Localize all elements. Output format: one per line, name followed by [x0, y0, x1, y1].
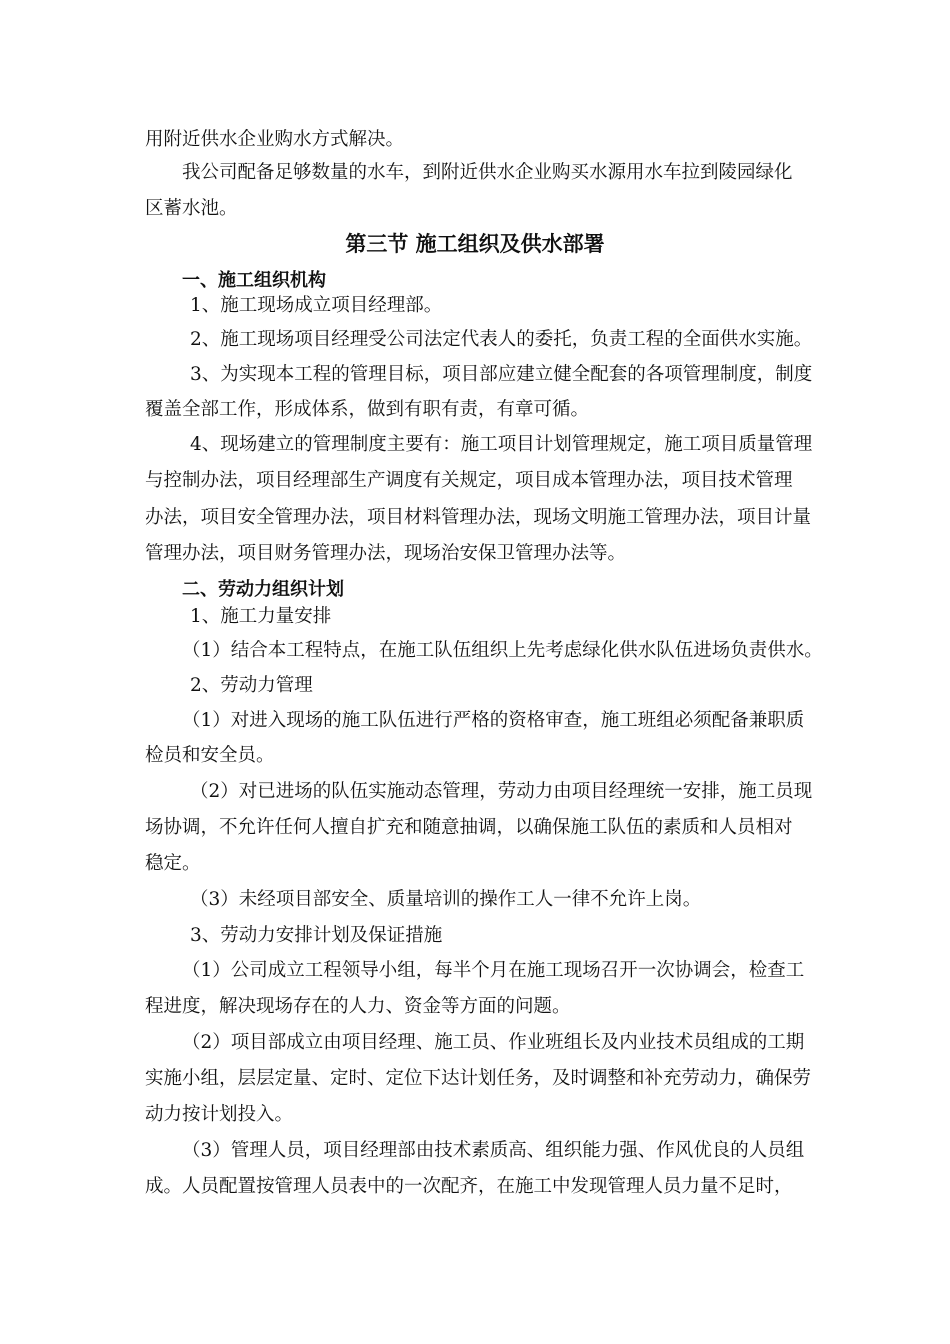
body-line: 稳定。 [145, 853, 201, 874]
subheading: 一、施工组织机构 [182, 270, 326, 291]
section-title: 第三节 施工组织及供水部署 [345, 232, 605, 256]
body-line: 2、施工现场项目经理受公司法定代表人的委托，负责工程的全面供水实施。 [190, 329, 813, 350]
body-line: 与控制办法，项目经理部生产调度有关规定，项目成本管理办法，项目技术管理 [145, 470, 793, 491]
body-line: 实施小组，层层定量、定时、定位下达计划任务，及时调整和补充劳动力，确保劳 [145, 1068, 812, 1089]
body-line: 3、劳动力安排计划及保证措施 [190, 925, 443, 946]
subheading: 二、劳动力组织计划 [182, 579, 344, 600]
body-line: 区蓄水池。 [145, 198, 238, 219]
body-line: （1）公司成立工程领导小组，每半个月在施工现场召开一次协调会，检查工 [182, 960, 805, 981]
body-line: 办法，项目安全管理办法，项目材料管理办法，现场文明施工管理办法，项目计量 [145, 507, 812, 528]
body-line: 管理办法，项目财务管理办法，现场治安保卫管理办法等。 [145, 543, 627, 564]
body-line: 1、施工力量安排 [190, 606, 332, 627]
body-line: 我公司配备足够数量的水车，到附近供水企业购买水源用水车拉到陵园绿化 [182, 162, 793, 183]
body-line: 检员和安全员。 [145, 745, 275, 766]
body-line: 用附近供水企业购水方式解决。 [145, 129, 405, 150]
body-line: （1）对进入现场的施工队伍进行严格的资格审查，施工班组必须配备兼职质 [182, 710, 805, 731]
body-line: （2）项目部成立由项目经理、施工员、作业班组长及内业技术员组成的工期 [182, 1032, 805, 1053]
body-line: 程进度，解决现场存在的人力、资金等方面的问题。 [145, 996, 571, 1017]
body-line: （3）管理人员，项目经理部由技术素质高、组织能力强、作风优良的人员组 [182, 1140, 805, 1161]
body-line: 1、施工现场成立项目经理部。 [190, 295, 443, 316]
body-line: 动力按计划投入。 [145, 1104, 294, 1125]
body-line: 覆盖全部工作，形成体系，做到有职有责，有章可循。 [145, 399, 590, 420]
body-line: （3）未经项目部安全、质量培训的操作工人一律不允许上岗。 [190, 889, 702, 910]
body-line: （2）对已进场的队伍实施动态管理，劳动力由项目经理统一安排，施工员现 [190, 781, 813, 802]
body-line: 3、为实现本工程的管理目标，项目部应建立健全配套的各项管理制度，制度 [190, 364, 813, 385]
body-line: 4、现场建立的管理制度主要有：施工项目计划管理规定，施工项目质量管理 [190, 434, 813, 455]
body-line: 成。人员配置按管理人员表中的一次配齐，在施工中发现管理人员力量不足时， [145, 1176, 793, 1197]
body-line: （1）结合本工程特点，在施工队伍组织上先考虑绿化供水队伍进场负责供水。 [182, 640, 823, 661]
body-line: 场协调，不允许任何人擅自扩充和随意抽调，以确保施工队伍的素质和人员相对 [145, 817, 793, 838]
body-line: 2、劳动力管理 [190, 675, 313, 696]
